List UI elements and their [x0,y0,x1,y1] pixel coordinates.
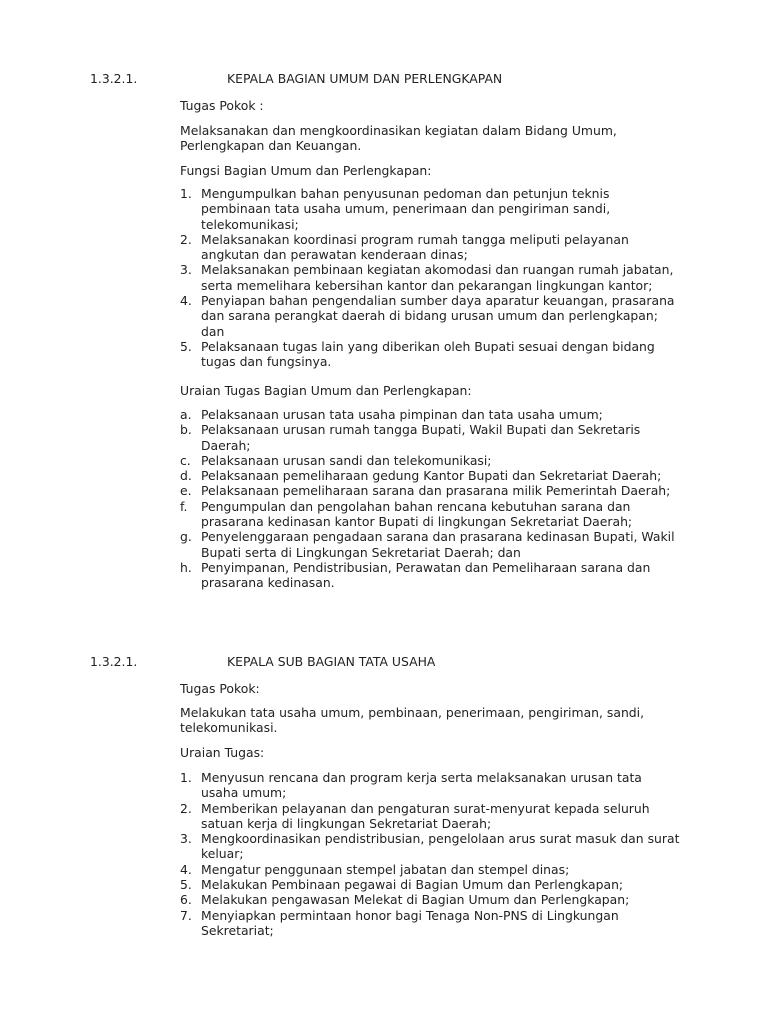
list-item: d. Pelaksanaan pemeliharaan gedung Kantor Bupati dan Sekretariat Daerah; [180,468,662,484]
section2-heading [90,654,435,669]
section1-uraian-label: Uraian Tugas Bagian Umum dan Perlengkapan: [180,383,472,398]
section2-tugas-pokok-label: Tugas Pokok: [180,681,260,696]
section1-number: 1.3.2.1. [90,71,138,86]
list-item: 5. Pelaksanaan tugas lain yang diberikan oleh Bupati sesuai dengan bidang tugas dan fungsinya. [180,338,655,370]
list-item: 3. Mengkoordinasikan pendistribusian, pengelolaan arus surat masuk dan surat keluar; [180,831,680,862]
section1-fungsi-list [180,186,680,370]
section2-tugas-pokok-text: Melakukan tata usaha umum, pembinaan, penerimaan, pengiriman, sandi, telekomunikasi. [180,705,645,736]
list-item: 7. Menyiapkan permintaan honor bagi Tenaga Non-PNS di Lingkungan Sekretariat; [180,907,619,938]
section2-uraian-label: Uraian Tugas: [180,745,265,760]
section1-heading [90,71,502,86]
list-item: 2. Memberikan pelayanan dan pengaturan surat-menyurat kepada seluruh satuan kerja di lingkungan Sekretariat Daerah; [180,800,650,831]
section1-fungsi-label: Fungsi Bagian Umum dan Perlengkapan: [180,163,432,178]
section2-title: KEPALA SUB BAGIAN TATA USAHA [227,654,436,669]
list-item: 1. Menyusun rencana dan program kerja serta melaksanakan urusan tata usaha umum; [180,770,642,801]
list-item: 5. Melakukan Pembinaan pegawai di Bagian Umum dan Perlengkapan; [180,877,624,893]
list-item: a. Pelaksanaan urusan tata usaha pimpinan dan tata usaha umum; [180,407,603,422]
list-item: h. Penyimpanan, Pendistribusian, Perawatan dan Pemeliharaan sarana dan prasarana kedinasan. [180,559,651,591]
section1-title: KEPALA BAGIAN UMUM DAN PERLENGKAPAN [227,71,503,86]
section2-number: 1.3.2.1. [90,654,138,669]
section2-uraian-list [180,770,680,938]
list-item: c. Pelaksanaan urusan sandi dan telekomunikasi; [180,452,492,468]
list-item: f. Pengumpulan dan pengolahan bahan rencana kebutuhan sarana dan prasarana kedinasan kantor Bupati di lingkungan Sekretariat Daerah; [180,498,633,530]
list-item: b. Pelaksanaan urusan rumah tangga Bupati, Wakil Bupati dan Sekretaris Daerah; [180,422,641,453]
list-item: 6. Melakukan pengawasan Melekat di Bagian Umum dan Perlengkapan; [180,892,630,908]
list-item: 3. Melaksanakan pembinaan kegiatan akomodasi dan ruangan rumah jabatan, serta memelihara kebersihan kantor dan pekarangan lingkungan kantor; [180,262,674,293]
list-item: 1. Mengumpulkan bahan penyusunan pedoman dan petunjun teknis pembinaan tata usaha umum, penerimaan dan pengiriman sandi, telekomunikasi; [180,186,611,232]
section1-uraian-list [180,407,680,591]
list-item: g. Penyelenggaraan pengadaan sarana dan prasarana kedinasan Bupati, Wakil Bupati serta di Lingkungan Sekretariat Daerah; dan [180,529,675,560]
section1-tugas-pokok-label: Tugas Pokok : [180,98,264,113]
list-item: e. Pelaksanaan pemeliharaan sarana dan prasarana milik Pemerintah Daerah; [180,483,671,499]
list-item: 4. Penyiapan bahan pengendalian sumber daya aparatur keuangan, prasarana dan sarana perangkat daerah di bidang urusan umum dan perlengkapan; dan [180,293,675,339]
list-item: 4. Mengatur penggunaan stempel jabatan dan stempel dinas; [180,861,570,877]
list-item: 2. Melaksanakan koordinasi program rumah tangga meliputi pelayanan angkutan dan perawatan kenderaan dinas; [180,231,629,263]
section1-tugas-pokok-text: Melaksanakan dan mengkoordinasikan kegiatan dalam Bidang Umum, Perlengkapan dan Keuangan. [180,123,617,154]
